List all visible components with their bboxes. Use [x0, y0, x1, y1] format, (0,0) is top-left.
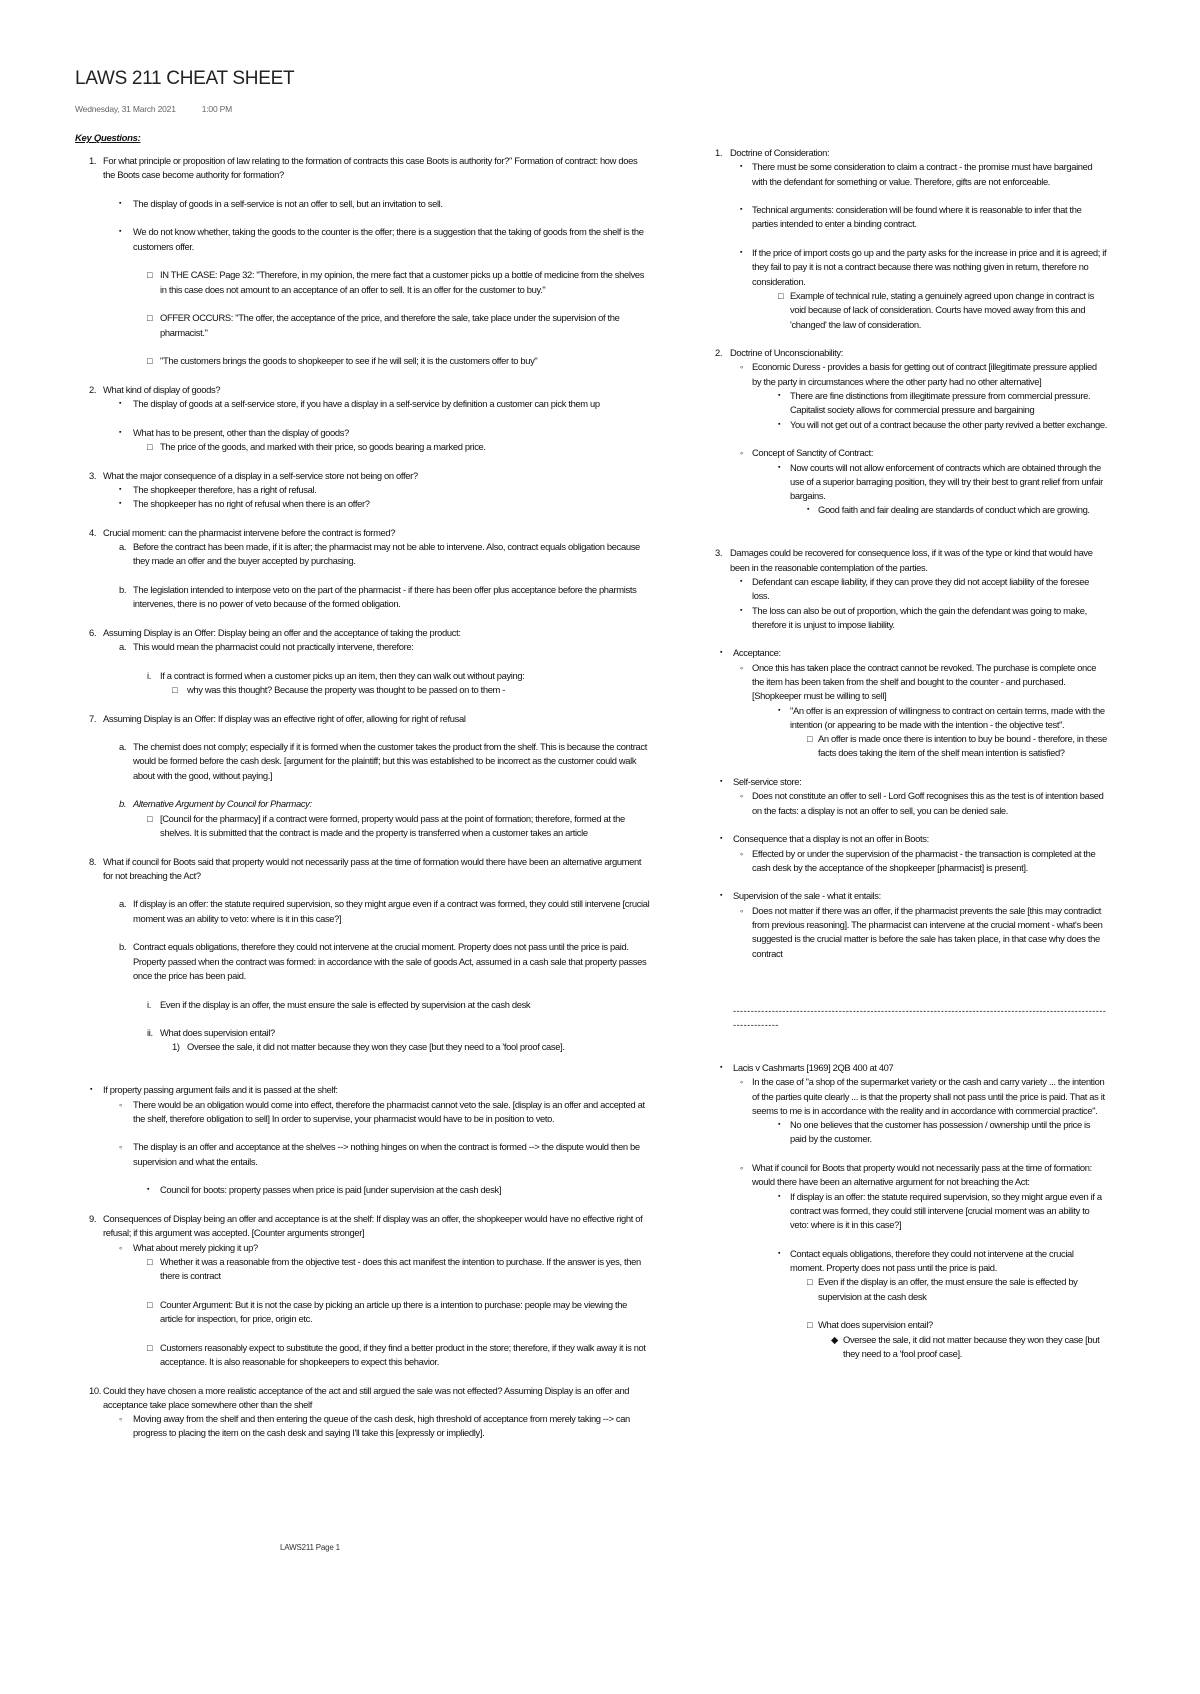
- hollow-square-bullet-icon: □: [778, 289, 784, 301]
- list-item-text: Even if the display is an offer, the must ensure the sale is effected by supervision at the cash desk: [160, 998, 531, 1010]
- list-item: [75, 469, 650, 483]
- list-marker: 2.: [89, 383, 97, 395]
- list-item-text: [Council for the pharmacy] if a contract were formed, property would pass at the point of formation; therefore, formed at the shelves. It is submitted that the contract is made and the property is transferred when a customer takes an article: [160, 812, 625, 838]
- list-marker: a.: [119, 898, 127, 910]
- circle-bullet-icon: ◦: [740, 661, 743, 673]
- list-item: [75, 583, 650, 612]
- list-item-text: The shopkeeper has no right of refusal when there is an offer?: [133, 498, 370, 510]
- list-item-text: The shopkeeper therefore, has a right of refusal.: [133, 483, 317, 495]
- list-item: [75, 812, 650, 841]
- list-item: [75, 669, 650, 683]
- list-item: [715, 1318, 1107, 1332]
- list-marker: 3.: [715, 547, 723, 559]
- square-bullet-icon: ▪: [119, 228, 122, 236]
- list-marker: a.: [119, 641, 127, 653]
- list-item-text: What kind of display of goods?: [103, 383, 221, 395]
- square-bullet-icon: ▪: [778, 1192, 781, 1200]
- list-item-text: Doctrine of Unconscionability:: [730, 347, 843, 359]
- list-item: [715, 575, 1107, 604]
- list-item-text: -----------------------------------------------------------------------------------------------------------------------: [733, 1004, 1107, 1031]
- square-bullet-icon: ▪: [720, 892, 723, 900]
- list-item: [715, 346, 1107, 360]
- list-item-text: Contract equals obligations, therefore they could not intervene at the crucial moment. Property does not pass until the price is paid. Property passed when the contract was formed: in accordance with the sale of goods Act, assumed in a cash sale that property passes once the price has been paid.: [133, 941, 647, 981]
- hollow-square-bullet-icon: □: [807, 733, 813, 745]
- list-item: [715, 1333, 1107, 1362]
- list-item-text: Consequence that a display is not an offer in Boots:: [733, 833, 929, 845]
- list-item-text: If display is an offer: the statute required supervision, so they might argue even if a contract was formed, they could still intervene [crucial moment was an ability to veto: where is it in this case?]: [133, 898, 650, 924]
- list-item-text: Consequences of Display being an offer and acceptance is at the shelf: If display was an offer, the shopkeeper would have no effective right of refusal; if this argument was accepted. [Counter arguments stronger]: [103, 1212, 643, 1239]
- list-item: [75, 526, 650, 540]
- list-item: [715, 146, 1107, 160]
- list-item-text: We do not know whether, taking the goods to the counter is the offer; there is a suggestion that the taking of goods from the shelf is the customers offer.: [133, 226, 644, 252]
- list-item-text: For what principle or proposition of law relating to the formation of contracts this case Boots is authority for?" Formation of contract: how does the Boots case become authority for formation?: [103, 155, 638, 181]
- list-item: [75, 712, 650, 726]
- list-item: [75, 1241, 650, 1255]
- hollow-square-bullet-icon: □: [147, 812, 153, 824]
- list-marker: 9.: [89, 1212, 97, 1224]
- list-item-text: Doctrine of Consideration:: [730, 147, 830, 158]
- list-item: [75, 640, 650, 654]
- list-item: [75, 225, 650, 254]
- left-column-notes: [75, 154, 650, 1544]
- hollow-square-bullet-icon: □: [147, 440, 153, 452]
- list-item-text: The price of the goods, and marked with their price, so goods bearing a marked price.: [160, 440, 486, 452]
- list-item-text: No one believes that the customer has possession / ownership until the price is paid by the customer.: [790, 1119, 1091, 1145]
- hollow-square-bullet-icon: □: [147, 312, 153, 324]
- list-item: [715, 1075, 1107, 1118]
- list-item: [715, 775, 1107, 789]
- list-marker: a.: [119, 541, 127, 553]
- list-item-text: Good faith and fair dealing are standards of conduct which are growing.: [818, 504, 1090, 516]
- list-item-text: "The customers brings the goods to shopkeeper to see if he will sell; it is the customers offer to buy": [160, 355, 538, 367]
- list-item-text: why was this thought? Because the property was thought to be passed on to them -: [187, 683, 506, 695]
- square-bullet-icon: ▪: [778, 392, 781, 400]
- list-item-text: The display of goods at a self-service store, if you have a display in a self-service by definition a customer can pick them up: [133, 398, 600, 410]
- list-item: [715, 389, 1107, 418]
- list-marker: b.: [119, 798, 127, 810]
- list-item: [75, 998, 650, 1012]
- list-item-text: Council for boots: property passes when price is paid [under supervision at the cash desk]: [160, 1184, 502, 1196]
- square-bullet-icon: ▪: [147, 1186, 150, 1194]
- list-item: [75, 626, 650, 640]
- square-bullet-icon: ▪: [778, 420, 781, 428]
- square-bullet-icon: ▪: [807, 506, 810, 514]
- list-item: [75, 540, 650, 569]
- list-item-text: Concept of Sanctity of Contract:: [752, 447, 874, 459]
- list-item: [75, 497, 650, 511]
- right-column-notes: [715, 146, 1107, 1530]
- list-item-text: IN THE CASE: Page 32: "Therefore, in my opinion, the mere fact that a customer picks up a bottle of medicine from the shelves in this case does not amount to an acceptance of an offer to sell. It is an offer for the customer to buy.": [160, 269, 645, 295]
- list-item: [715, 604, 1107, 633]
- list-item: [75, 1026, 650, 1040]
- list-item-text: What has to be present, other than the display of goods?: [133, 426, 349, 438]
- list-item-text: What if council for Boots said that property would not necessarily pass at the time of formation would there have been an alternative argument for not breaching the Act?: [103, 855, 642, 881]
- list-marker: 1.: [89, 155, 97, 166]
- circle-bullet-icon: ◦: [119, 1098, 122, 1110]
- list-item: [75, 1384, 650, 1413]
- list-item-text: The display of goods in a self-service is not an offer to sell, but an invitation to sell.: [133, 197, 443, 209]
- page-title: LAWS 211 CHEAT SHEET: [75, 68, 295, 89]
- list-item: [715, 461, 1107, 504]
- list-item: [715, 360, 1107, 389]
- list-item: [75, 426, 650, 440]
- list-item: [715, 246, 1107, 289]
- list-item: [75, 1412, 650, 1441]
- square-bullet-icon: ▪: [778, 1121, 781, 1129]
- list-item-text: The display is an offer and acceptance at the shelves --> nothing hinges on when the contract is formed --> the dispute would then be supervision and what the entails.: [133, 1141, 640, 1167]
- list-item-text: Could they have chosen a more realistic acceptance of the act and still argued the sale was not effected? Assuming Display is an offer and acceptance take place somewhere other than the shelf: [103, 1384, 630, 1410]
- list-item-text: Now courts will not allow enforcement of contracts which are obtained through the use of a superior barraging position, they will try their best to grant relief from unfair bargains.: [790, 461, 1103, 502]
- list-item: [715, 646, 1107, 660]
- list-item: [75, 1083, 650, 1097]
- list-item-text: Once this has taken place the contract cannot be revoked. The purchase is complete once the item has been taken from the shelf and bought to the counter - and purchased. [Shopkeeper must be willing to sell]: [752, 661, 1097, 702]
- circle-bullet-icon: ◦: [119, 1141, 122, 1153]
- list-marker: a.: [119, 741, 127, 753]
- list-item: [75, 855, 650, 884]
- list-item-text: Supervision of the sale - what it entails:: [733, 890, 881, 902]
- list-item-text: If the price of import costs go up and the party asks for the increase in price and it is agreed; if they fail to pay it is not a contract because there was nothing given in return, therefore no consideration.: [752, 247, 1107, 287]
- circle-bullet-icon: ◦: [740, 790, 743, 802]
- list-item-text: Moving away from the shelf and then entering the queue of the cash desk, high threshold of acceptance from merely taking --> can progress to placing the item on the cash desk and saying I'll take this [expressly or impliedly].: [133, 1413, 630, 1439]
- list-item: [75, 483, 650, 497]
- square-bullet-icon: ▪: [740, 577, 743, 585]
- square-bullet-icon: ▪: [720, 649, 723, 657]
- list-item-text: If display is an offer: the statute required supervision, so they might argue even if a contract was formed, they could still intervene [crucial moment was an ability to veto: where is it in this case?]: [790, 1190, 1102, 1231]
- circle-bullet-icon: ◦: [740, 447, 743, 459]
- list-item-text: Lacis v Cashmarts [1969] 2QB 400 at 407: [733, 1062, 894, 1073]
- list-item: [715, 1161, 1107, 1190]
- list-marker: ii.: [147, 1027, 153, 1039]
- list-item-text: The loss can also be out of proportion, which the gain the defendant was going to make, therefore it is unjust to impose liability.: [752, 604, 1087, 630]
- hollow-square-bullet-icon: □: [147, 269, 153, 281]
- list-item-text: Economic Duress - provides a basis for getting out of contract [illegitimate pressure applied by the party in circumstances where the other party had no other alternative]: [752, 361, 1097, 387]
- square-bullet-icon: ▪: [720, 1064, 723, 1071]
- list-item: [75, 1298, 650, 1327]
- list-item-text: Assuming Display is an Offer: If display was an effective right of offer, allowing for right of refusal: [103, 712, 466, 724]
- list-item: [75, 683, 650, 697]
- list-item: [715, 832, 1107, 846]
- list-item-text: There would be an obligation would come into effect, therefore the pharmacist cannot veto the sale. [display is an offer and accepted at the shelf, therefore obligation to sell] In order to supervise, your pharmacist would have to be in position to veto.: [133, 1098, 645, 1124]
- list-item-text: Example of technical rule, stating a genuinely agreed upon change in contract is void because of lack of consideration. Courts have moved away from this and 'changed' the law of consideration.: [790, 289, 1094, 330]
- list-item: [715, 889, 1107, 903]
- list-item: [75, 268, 650, 297]
- note-date: Wednesday, 31 March 2021: [75, 104, 176, 114]
- list-item-text: Contact equals obligations, therefore they could not intervene at the crucial moment. Property does not pass until the price is paid.: [790, 1247, 1074, 1274]
- square-bullet-icon: ▪: [720, 835, 723, 843]
- list-item: [75, 740, 650, 783]
- list-item: [75, 1341, 650, 1370]
- list-item: [75, 440, 650, 454]
- list-item: [75, 383, 650, 397]
- list-item: [715, 1190, 1107, 1233]
- page-footer: LAWS211 Page 1: [280, 1543, 340, 1552]
- square-bullet-icon: ▪: [720, 778, 723, 786]
- list-item-text: There must be some consideration to claim a contract - the promise must have bargained with the defendant for something or value. Therefore, gifts are not enforceable.: [752, 161, 1093, 187]
- list-item: [75, 397, 650, 411]
- square-bullet-icon: ▪: [740, 249, 743, 257]
- hollow-square-bullet-icon: □: [147, 355, 153, 367]
- list-item-text: OFFER OCCURS: "The offer, the acceptance of the price, and therefore the sale, take place under the supervision of the pharmacist.": [160, 312, 620, 338]
- diamond-bullet-icon: ◆: [831, 1333, 838, 1345]
- list-item: [75, 1040, 650, 1054]
- list-marker: 1): [172, 1041, 180, 1053]
- hollow-square-bullet-icon: □: [807, 1319, 813, 1331]
- list-item-text: Before the contract has been made, if it is after; the pharmacist may not be able to intervene. Also, contract equals obligation because they made an offer and the buyer accepted by purchasing.: [133, 541, 640, 567]
- list-marker: 10.: [89, 1384, 101, 1396]
- list-item: [715, 1275, 1107, 1304]
- list-item: [75, 354, 650, 368]
- list-item-text: Assuming Display is an Offer: Display being an offer and the acceptance of taking the product:: [103, 626, 461, 638]
- list-item-text: The legislation intended to interpose veto on the part of the pharmacist - if there has been offer plus acceptance before the pharmists intervenes, there is no power of veto because of the formed obligation.: [133, 583, 637, 610]
- list-marker: 3.: [89, 469, 97, 481]
- list-item: [715, 160, 1107, 189]
- list-item-text: Technical arguments: consideration will be found where it is reasonable to infer that the parties intended to enter a binding contract.: [752, 204, 1082, 230]
- square-bullet-icon: ▪: [778, 463, 781, 471]
- list-item-text: Whether it was a reasonable from the objective test - does this act manifest the intention to purchase. If the answer is yes, then there is contract: [160, 1255, 641, 1282]
- list-item-text: Oversee the sale, it did not matter because they won they case [but they need to a 'fool proof case].: [843, 1333, 1100, 1359]
- list-item-text: If property passing argument fails and it is passed at the shelf:: [103, 1084, 338, 1096]
- list-item: [715, 904, 1107, 961]
- square-bullet-icon: ▪: [119, 500, 122, 508]
- list-item: [715, 661, 1107, 704]
- note-time: 1:00 PM: [201, 104, 232, 114]
- separator-line: [715, 1004, 1107, 1033]
- list-item: [715, 704, 1107, 733]
- list-item: [715, 546, 1107, 575]
- square-bullet-icon: ▪: [740, 163, 743, 171]
- list-item-text: What if council for Boots that property would not necessarily pass at the time of formation: would there have been an alternative argument for not breaching the Act:: [752, 1162, 1092, 1188]
- list-item: [75, 311, 650, 340]
- list-item-text: Customers reasonably expect to substitute the good, if they find a better product in the store; therefore, if they walk away it is not acceptance. It is also reasonable for shopkeepers to expect this behavior.: [160, 1341, 646, 1367]
- list-item-text: Does not constitute an offer to sell - Lord Goff recognises this as the test is of intention based on the facts: a display is not an offer to sell, you can be denied sale.: [752, 790, 1104, 816]
- list-item-text: You will not get out of a contract because the other party revived a better exchange.: [790, 418, 1107, 430]
- list-marker: 8.: [89, 855, 97, 867]
- list-item: [715, 847, 1107, 876]
- circle-bullet-icon: ◦: [740, 847, 743, 859]
- circle-bullet-icon: ◦: [119, 1413, 122, 1425]
- list-item: [715, 1118, 1107, 1147]
- square-bullet-icon: ▪: [119, 400, 122, 408]
- list-item-text: Alternative Argument by Council for Pharmacy:: [133, 798, 312, 810]
- list-item-text: Even if the display is an offer, the must ensure the sale is effected by supervision at the cash desk: [818, 1276, 1078, 1302]
- square-bullet-icon: ▪: [740, 606, 743, 614]
- list-item: [715, 789, 1107, 818]
- key-questions-heading: Key Questions:: [75, 133, 141, 144]
- list-item: [75, 940, 650, 983]
- hollow-square-bullet-icon: □: [147, 1255, 153, 1267]
- list-item: [75, 1140, 650, 1169]
- list-item-text: Oversee the sale, it did not matter because they won they case [but they need to a 'fool proof case].: [187, 1041, 565, 1053]
- list-item-text: Crucial moment: can the pharmacist intervene before the contract is formed?: [103, 526, 396, 538]
- list-item-text: There are fine distinctions from illegitimate pressure from commercial pressure. Capitalist society allows for commercial pressure and bargaining: [790, 390, 1091, 416]
- list-item-text: What about merely picking it up?: [133, 1241, 258, 1253]
- list-item-text: In the case of "a shop of the supermarket variety or the cash and carry variety ... the intention of the parties quite clearly ... is that the property shall not pass until the price is paid. That as it seems to me is in accordance with the reality and in accordance with commercial practice".: [752, 1076, 1105, 1116]
- list-item: [75, 1098, 650, 1127]
- list-item: [715, 289, 1107, 332]
- list-item: [715, 203, 1107, 232]
- square-bullet-icon: ▪: [119, 199, 122, 207]
- list-marker: 6.: [89, 626, 97, 638]
- circle-bullet-icon: ◦: [740, 904, 743, 916]
- list-item-text: The chemist does not comply; especially if it is formed when the customer takes the product from the shelf. This is because the contract would be formed before the cash desk. [argument for the plaintiff; but this was established to be incorrect as the customer could walk about with the good, without paying.]: [133, 741, 647, 781]
- circle-bullet-icon: ◦: [740, 361, 743, 373]
- list-marker: b.: [119, 941, 127, 953]
- square-bullet-icon: ▪: [778, 706, 781, 714]
- hollow-square-bullet-icon: □: [147, 1341, 153, 1353]
- square-bullet-icon: ▪: [778, 1249, 781, 1257]
- list-item-text: "An offer is an expression of willingness to contract on certain terms, made with the intention (or appearing to be made with the intention - the objective test".: [790, 704, 1105, 730]
- list-item: [715, 418, 1107, 432]
- square-bullet-icon: ▪: [119, 485, 122, 493]
- list-item: [75, 1183, 650, 1197]
- list-item: [75, 897, 650, 926]
- list-item: [75, 154, 650, 183]
- list-item: [715, 1061, 1107, 1075]
- list-item-text: Does not matter if there was an offer, if the pharmacist prevents the sale [this may contradict from previous reasoning]. The pharmacist can intervene at the crucial moment - what's been suggested is the crucial matter is before the sale has taken place, in that case why does the contract: [752, 904, 1103, 959]
- list-item-text: Acceptance:: [733, 647, 781, 659]
- list-item-text: Effected by or under the supervision of the pharmacist - the transaction is completed at the cash desk by the acceptance of the shopkeeper [pharmacist] is present].: [752, 847, 1096, 873]
- square-bullet-icon: ▪: [119, 428, 122, 436]
- list-item: [715, 732, 1107, 761]
- list-item: [75, 797, 650, 811]
- circle-bullet-icon: ◦: [740, 1162, 743, 1174]
- list-item-text: Damages could be recovered for consequence loss, if it was of the type or kind that would have been in the reasonable contemplation of the parties.: [730, 547, 1093, 573]
- list-item-text: Defendant can escape liability, if they can prove they did not accept liability of the foresee loss.: [752, 575, 1089, 602]
- list-item-text: What does supervision entail?: [160, 1027, 275, 1039]
- list-item: [75, 197, 650, 211]
- list-item: [715, 1247, 1107, 1276]
- list-marker: i.: [147, 669, 151, 681]
- list-item-text: If a contract is formed when a customer picks up an item, then they can walk out without paying:: [160, 669, 525, 681]
- list-item: [75, 1212, 650, 1241]
- list-marker: 4.: [89, 526, 97, 538]
- list-item-text: Self-service store:: [733, 776, 802, 788]
- list-item: [75, 1255, 650, 1284]
- square-bullet-icon: ▪: [90, 1086, 93, 1094]
- list-item-text: Counter Argument: But it is not the case by picking an article up there is a intention to purchase: people may be viewing the article for inspection, for price, origin etc.: [160, 1298, 627, 1325]
- hollow-square-bullet-icon: □: [147, 1298, 153, 1310]
- list-item-text: This would mean the pharmacist could not practically intervene, therefore:: [133, 641, 414, 653]
- note-timestamp: [75, 104, 232, 114]
- list-item: [715, 503, 1107, 517]
- list-marker: b.: [119, 583, 127, 595]
- list-item-text: What does supervision entail?: [818, 1319, 933, 1331]
- list-marker: 2.: [715, 347, 723, 359]
- hollow-square-bullet-icon: □: [807, 1276, 813, 1288]
- hollow-square-bullet-icon: □: [172, 683, 178, 695]
- list-item-text: An offer is made once there is intention to buy be bound - therefore, in these facts does taking the item of the shelf mean intention is satisfied?: [818, 733, 1107, 759]
- list-item: [715, 446, 1107, 460]
- list-marker: i.: [147, 998, 151, 1010]
- list-item-text: What the major consequence of a display in a self-service store not being on offer?: [103, 469, 418, 481]
- list-marker: 1.: [715, 147, 723, 158]
- list-marker: 7.: [89, 712, 97, 724]
- circle-bullet-icon: ◦: [119, 1241, 122, 1253]
- square-bullet-icon: ▪: [740, 206, 743, 214]
- circle-bullet-icon: ◦: [740, 1076, 743, 1088]
